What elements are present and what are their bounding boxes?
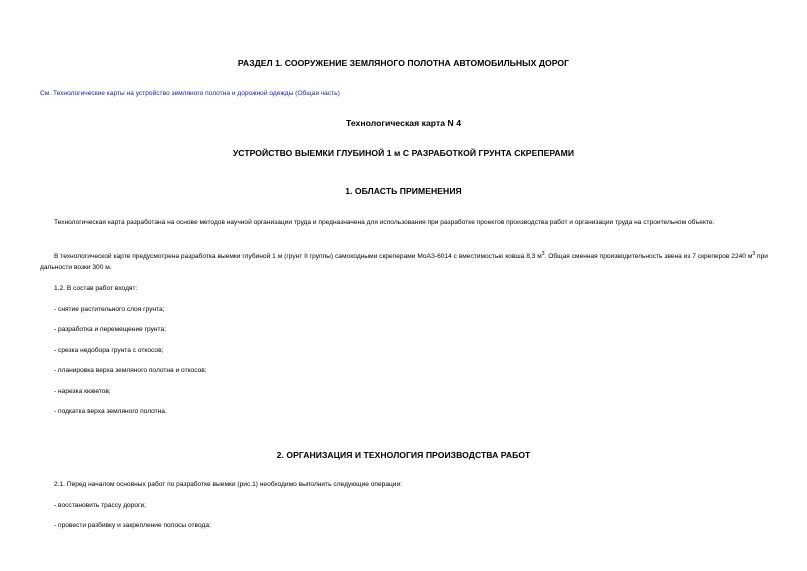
list-item: - восстановить трассу дороги; bbox=[54, 502, 146, 509]
list-item: - планировка верха земляного полотна и откосов; bbox=[54, 367, 207, 374]
para2-part-b: . Общая сменная производительность звена из 7 скреперов 2240 м bbox=[544, 253, 753, 261]
section-2-heading: 2. ОРГАНИЗАЦИЯ И ТЕХНОЛОГИЯ ПРОИЗВОДСТВА РАБОТ bbox=[276, 450, 531, 460]
list-item: - нарезка кюветов; bbox=[54, 388, 111, 395]
list-item: - провести разбивку и закрепление полосы отвода; bbox=[54, 522, 211, 529]
list-title: 1.2. В состав работ входят: bbox=[54, 285, 138, 292]
reference-link[interactable]: См. Технологические карты на устройство земляного полотна и дорожной одежды (Общая часть) bbox=[40, 90, 340, 97]
para2-unit-sup: 3 bbox=[541, 251, 545, 257]
para2-part-c: при дальности возки 300 м. bbox=[40, 253, 768, 272]
section-title: РАЗДЕЛ 1. СООРУЖЕНИЕ ЗЕМЛЯНОГО ПОЛОТНА АВТОМОБИЛЬНЫХ ДОРОГ bbox=[237, 58, 570, 68]
section-1-paragraph-1: Технологическая карта разработана на основе методов научной организации труда и предназначена для использования при разработке проектов производства работ и организации труда на строительном объекте. bbox=[54, 219, 715, 226]
list-item: - подкатка верха земляного полотна. bbox=[54, 408, 167, 415]
para2-unit-sup-2: 3 bbox=[752, 251, 756, 257]
list-item: - срезка недобора грунта с откосов; bbox=[54, 347, 164, 354]
list-item: - разработка и перемещение грунта; bbox=[54, 326, 167, 333]
para2-part-a: В технологической карте предусмотрена разработка выемки глубиной 1 м (грунт II группы) самоходными скреперами МоАЗ-6014 с вместимостью ковша 8,3 м bbox=[54, 253, 542, 261]
list-item: - снятие растительного слоя грунта; bbox=[54, 306, 165, 313]
card-title: УСТРОЙСТВО ВЫЕМКИ ГЛУБИНОЙ 1 м С РАЗРАБОТКОЙ ГРУНТА СКРЕПЕРАМИ bbox=[232, 148, 575, 158]
section-1-paragraph-2 bbox=[40, 249, 768, 273]
card-number: Технологическая карта N 4 bbox=[345, 118, 462, 128]
section-2-intro: 2.1. Перед началом основных работ по разработке выемки (рис.1) необходимо выполнить следующие операции: bbox=[54, 481, 402, 488]
section-1-heading: 1. ОБЛАСТЬ ПРИМЕНЕНИЯ bbox=[345, 186, 462, 196]
